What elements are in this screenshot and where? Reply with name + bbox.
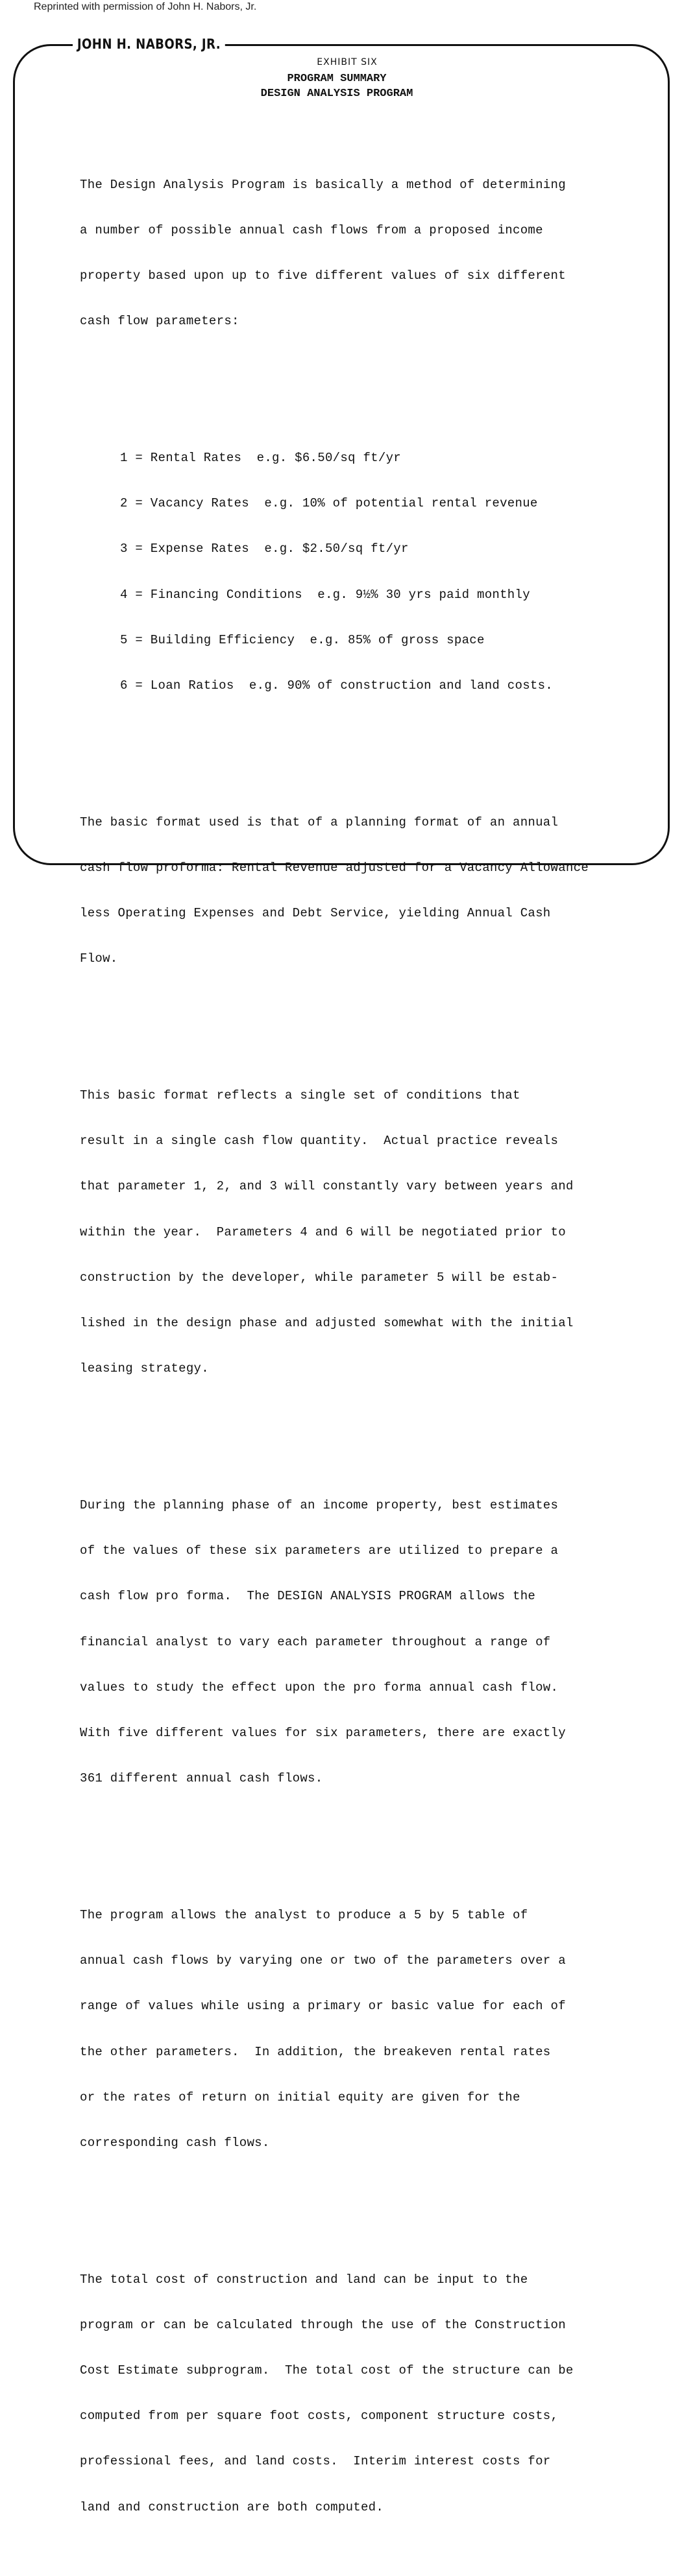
text-line: This basic format reflects a single set of conditions that — [80, 1088, 520, 1103]
text-line: 361 different annual cash flows. — [80, 1771, 323, 1786]
format-paragraph — [80, 785, 638, 997]
parameter-list — [120, 420, 638, 724]
text-line: With five different values for six parameters, there are exactly — [80, 1726, 566, 1740]
text-line: within the year. Parameters 4 and 6 will be negotiated prior to — [80, 1224, 566, 1239]
text-line: that parameter 1, 2, and 3 will constantly vary between years and — [80, 1179, 574, 1194]
text-line: the other parameters. In addition, the breakeven rental rates — [80, 2044, 551, 2059]
text-line: result in a single cash flow quantity. Actual practice reveals — [80, 1134, 559, 1149]
text-line: cash flow pro forma. The DESIGN ANALYSIS PROGRAM allows the — [80, 1589, 536, 1604]
parameter-item: 3 = Expense Rates e.g. $2.50/sq ft/yr — [120, 542, 409, 556]
title-design-analysis-program: DESIGN ANALYSIS PROGRAM — [260, 88, 413, 100]
intro-paragraph — [80, 147, 638, 360]
document-body — [80, 117, 638, 2576]
text-line: property based upon up to five different values of six different — [80, 268, 566, 283]
text-line: annual cash flows by varying one or two of the parameters over a — [80, 1953, 566, 1968]
text-line: lished in the design phase and adjusted somewhat with the initial — [80, 1316, 574, 1331]
text-line: a number of possible annual cash flows from a proposed income — [80, 222, 543, 237]
title-program-summary: PROGRAM SUMMARY — [287, 73, 387, 85]
text-line: cash flow parameters: — [80, 314, 239, 329]
cost-paragraph — [80, 2242, 638, 2546]
text-line: values to study the effect upon the pro forma annual cash flow. — [80, 1680, 559, 1695]
text-line: or the rates of return on initial equity are given for the — [80, 2090, 520, 2105]
exhibit-label: EXHIBIT SIX — [317, 57, 378, 67]
text-line: computed from per square foot costs, component structure costs, — [80, 2409, 559, 2424]
text-line: During the planning phase of an income property, best estimates — [80, 1497, 559, 1512]
text-line: professional fees, and land costs. Interim interest costs for — [80, 2454, 551, 2469]
text-line: The program allows the analyst to produce a 5 by 5 table of — [80, 1907, 528, 1922]
table-paragraph — [80, 1878, 638, 2181]
parameter-item: 5 = Building Efficiency e.g. 85% of gross space — [120, 632, 485, 647]
text-line: The basic format used is that of a planning format of an annual — [80, 815, 559, 829]
text-line: less Operating Expenses and Debt Service, yielding Annual Cash — [80, 906, 551, 921]
text-line: program or can be calculated through the use of the Construction — [80, 2317, 566, 2332]
parameter-item: 2 = Vacancy Rates e.g. 10% of potential rental revenue — [120, 496, 538, 511]
text-line: The Design Analysis Program is basically a method of determining — [80, 177, 566, 192]
text-line: of the values of these six parameters are utilized to prepare a — [80, 1544, 559, 1558]
parameter-item: 1 = Rental Rates e.g. $6.50/sq ft/yr — [120, 450, 401, 465]
parameter-item: 4 = Financing Conditions e.g. 9½% 30 yrs paid monthly — [120, 587, 530, 602]
text-line: Flow. — [80, 951, 118, 966]
text-line: land and construction are both computed. — [80, 2499, 384, 2514]
text-line: The total cost of construction and land can be input to the — [80, 2272, 528, 2287]
text-line: leasing strategy. — [80, 1361, 209, 1376]
conditions-paragraph — [80, 1058, 638, 1407]
text-line: construction by the developer, while parameter 5 will be estab- — [80, 1270, 559, 1285]
text-line: financial analyst to vary each parameter throughout a range of — [80, 1634, 551, 1649]
text-line: Cost Estimate subprogram. The total cost of the structure can be — [80, 2363, 574, 2378]
permission-note: Reprinted with permission of John H. Nabors, Jr. — [34, 1, 257, 12]
parameter-item: 6 = Loan Ratios e.g. 90% of construction and land costs. — [120, 678, 554, 693]
planning-paragraph — [80, 1468, 638, 1817]
text-line: corresponding cash flows. — [80, 2135, 270, 2150]
letterhead: JOHN H. NABORS, JR. — [73, 36, 225, 52]
text-line: range of values while using a primary or basic value for each of — [80, 1999, 566, 2014]
text-line: cash flow proforma: Rental Revenue adjusted for a Vacancy Allowance — [80, 860, 589, 875]
